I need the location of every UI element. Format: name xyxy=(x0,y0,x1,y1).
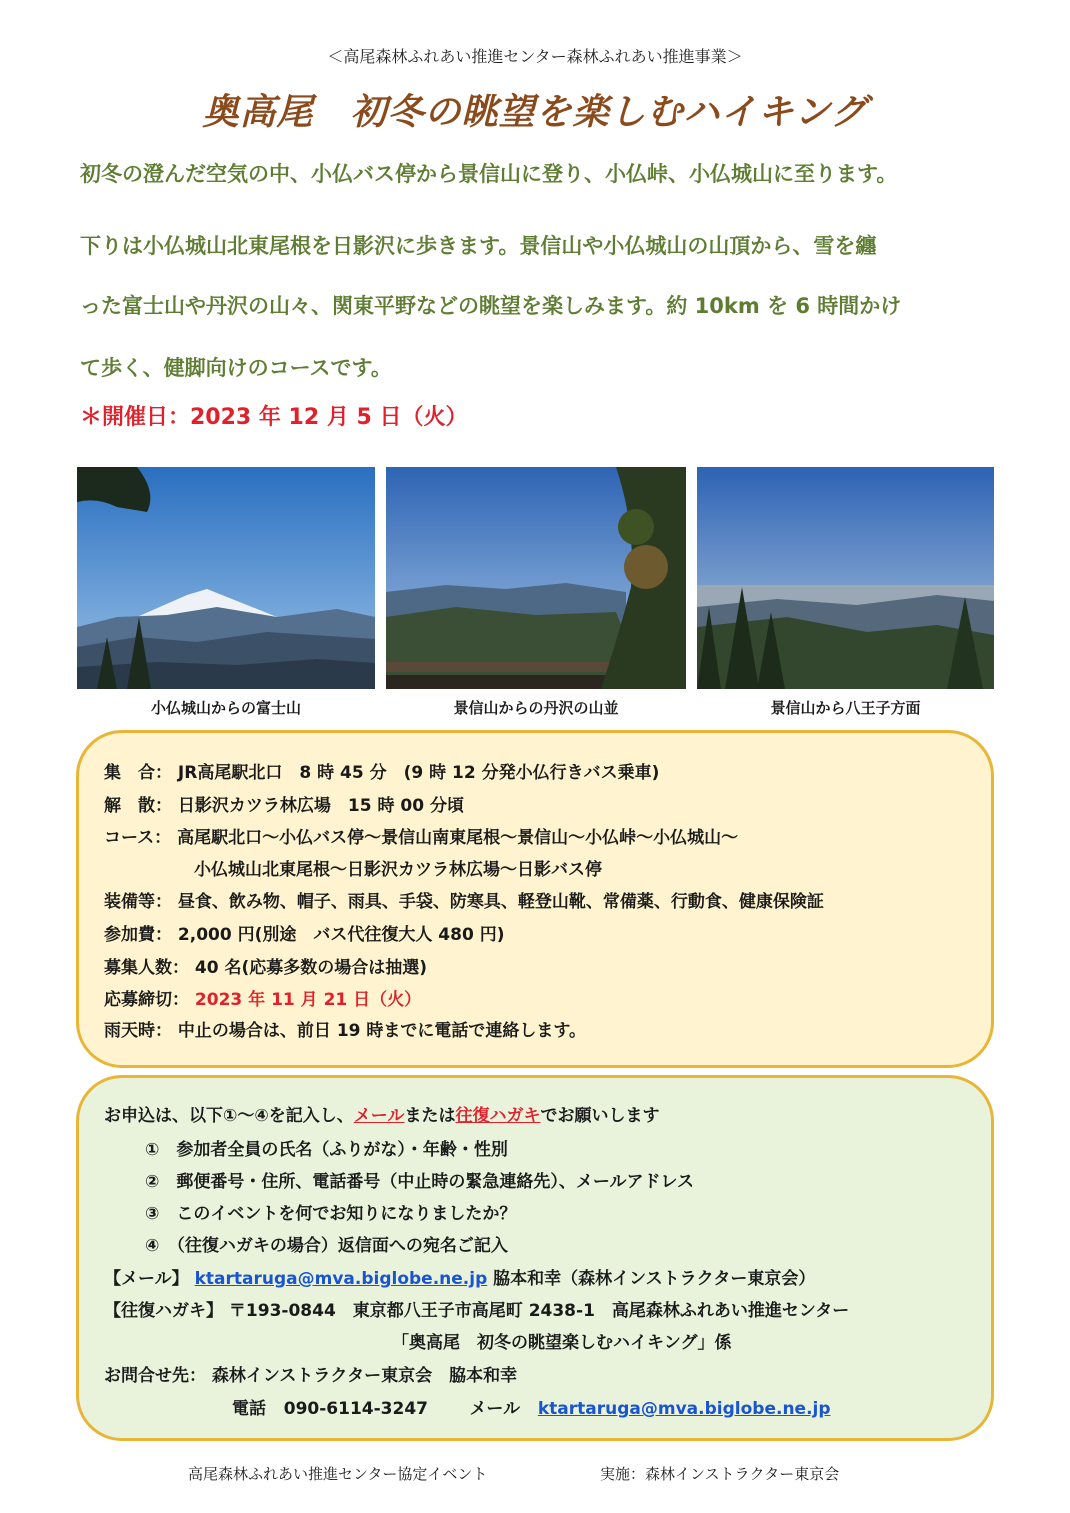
detail-course-line-2 xyxy=(194,855,602,880)
detail-capacity-label: 募集人数： xyxy=(104,958,189,978)
event-date: ＊開催日：2023 年 12 月 5 日（火） xyxy=(80,405,468,430)
detail-course xyxy=(104,823,738,848)
photo-tanzawa xyxy=(386,467,686,689)
contact-label: お問合せ先： xyxy=(104,1366,206,1386)
detail-dismiss-value: 日影沢カツラ林広場 15 時 00 分頃 xyxy=(177,796,464,816)
apply-intro xyxy=(104,1101,659,1126)
apply-item-1: ① 参加者全員の氏名（ふりがな）・年齢・性別 xyxy=(145,1140,508,1160)
intro-line-4: て歩く、健脚向けのコースです。 xyxy=(80,356,392,380)
detail-capacity xyxy=(104,953,427,978)
detail-gear-value: 昼食、飲み物、帽子、雨具、手袋、防寒具、軽登山靴、常備薬、行動食、健康保険証 xyxy=(177,892,824,912)
detail-deadline xyxy=(104,985,421,1010)
photo-caption-3: 景信山から八王子方面 xyxy=(770,699,921,717)
intro-line-3: った富士山や丹沢の山々、関東平野などの眺望を楽しみます。約 10km を 6 時間かけ xyxy=(80,294,902,318)
contact-phone-row xyxy=(232,1394,831,1419)
apply-mail-row xyxy=(104,1264,815,1289)
detail-rain xyxy=(104,1016,586,1041)
photo-caption-1: 小仏城山からの富士山 xyxy=(150,699,301,717)
detail-course-value-1: 高尾駅北口～小仏バス停～景信山南東尾根～景信山～小仏峠～小仏城山～ xyxy=(177,828,739,848)
apply-card-row xyxy=(104,1296,849,1321)
photo-caption-2: 景信山からの丹沢の山並 xyxy=(453,699,619,717)
detail-fee xyxy=(104,920,504,945)
page-title: 奥高尾 初冬の眺望を楽しむハイキング xyxy=(202,91,868,133)
contact-name: 森林インストラクター東京会 脇本和幸 xyxy=(211,1366,518,1386)
detail-course-value-2: 小仏城山北東尾根～日影沢カツラ林広場～日影バス停 xyxy=(194,860,602,880)
detail-meet-label: 集 合： xyxy=(104,763,172,783)
photo-fuji xyxy=(77,467,375,689)
apply-mail-name: 脇本和幸（森林インストラクター東京会） xyxy=(493,1269,816,1289)
photo-hachioji xyxy=(697,467,994,689)
apply-item-4: ④ （往復ハガキの場合）返信面への宛名ご記入 xyxy=(145,1236,508,1256)
footer-right: 実施：森林インストラクター東京会 xyxy=(600,1465,840,1483)
apply-card-label: 【往復ハガキ】 xyxy=(104,1301,223,1321)
apply-item-2: ② 郵便番号・住所、電話番号（中止時の緊急連絡先）、メールアドレス xyxy=(145,1172,695,1192)
apply-intro-a: お申込は、以下①～④を記入し、 xyxy=(104,1106,354,1126)
apply-mail-link[interactable]: ktartaruga@mva.biglobe.ne.jp xyxy=(194,1269,488,1289)
detail-rain-value: 中止の場合は、前日 19 時までに電話で連絡します。 xyxy=(177,1021,587,1041)
apply-intro-mail: メール xyxy=(353,1106,405,1126)
detail-deadline-label: 応募締切： xyxy=(104,990,189,1010)
detail-capacity-value: 40 名(応募多数の場合は抽選) xyxy=(194,958,428,978)
apply-mail-label: 【メール】 xyxy=(104,1269,189,1289)
detail-deadline-value: 2023 年 11 月 21 日（火） xyxy=(194,990,422,1010)
contact-email-link[interactable]: ktartaruga@mva.biglobe.ne.jp xyxy=(537,1399,831,1419)
apply-card-note: 「奥高尾 初冬の眺望楽しむハイキング」係 xyxy=(392,1333,732,1353)
detail-rain-label: 雨天時： xyxy=(104,1021,172,1041)
detail-dismiss xyxy=(104,791,464,816)
apply-intro-b: または xyxy=(404,1106,456,1126)
intro-line-2: 下りは小仏城山北東尾根を日影沢に歩きます。景信山や小仏城山の山頂から、雪を纏 xyxy=(80,234,877,258)
intro-line-1: 初冬の澄んだ空気の中、小仏バス停から景信山に登り、小仏峠、小仏城山に至ります。 xyxy=(80,162,898,186)
detail-meet xyxy=(104,758,659,783)
contact-phone-label: 電話 xyxy=(232,1399,266,1419)
detail-meet-value: JR高尾駅北口 8 時 45 分 (9 時 12 分発小仏行きバス乗車) xyxy=(177,763,660,783)
apply-item-3: ③ このイベントを何でお知りになりましたか？ xyxy=(145,1204,517,1224)
contact-row xyxy=(104,1361,517,1386)
detail-dismiss-label: 解 散： xyxy=(104,796,172,816)
apply-intro-card: 往復ハガキ xyxy=(455,1106,541,1126)
header-subtitle: ＜高尾森林ふれあい推進センター森林ふれあい推進事業＞ xyxy=(327,47,743,66)
detail-gear xyxy=(104,887,824,912)
detail-course-label: コース： xyxy=(104,828,172,848)
contact-email-label: メール xyxy=(469,1399,521,1419)
apply-card-address: 〒193-0844 東京都八王子市高尾町 2438-1 高尾森林ふれあい推進センター xyxy=(228,1301,850,1321)
detail-gear-label: 装備等： xyxy=(104,892,172,912)
detail-fee-value: 2,000 円(別途 バス代往復大人 480 円) xyxy=(177,925,505,945)
apply-intro-c: でお願いします xyxy=(540,1106,660,1126)
footer-left: 高尾森林ふれあい推進センター協定イベント xyxy=(188,1465,488,1483)
contact-phone-number: 090-6114-3247 xyxy=(283,1399,428,1419)
apply-box xyxy=(76,1075,994,1441)
detail-fee-label: 参加費： xyxy=(104,925,172,945)
